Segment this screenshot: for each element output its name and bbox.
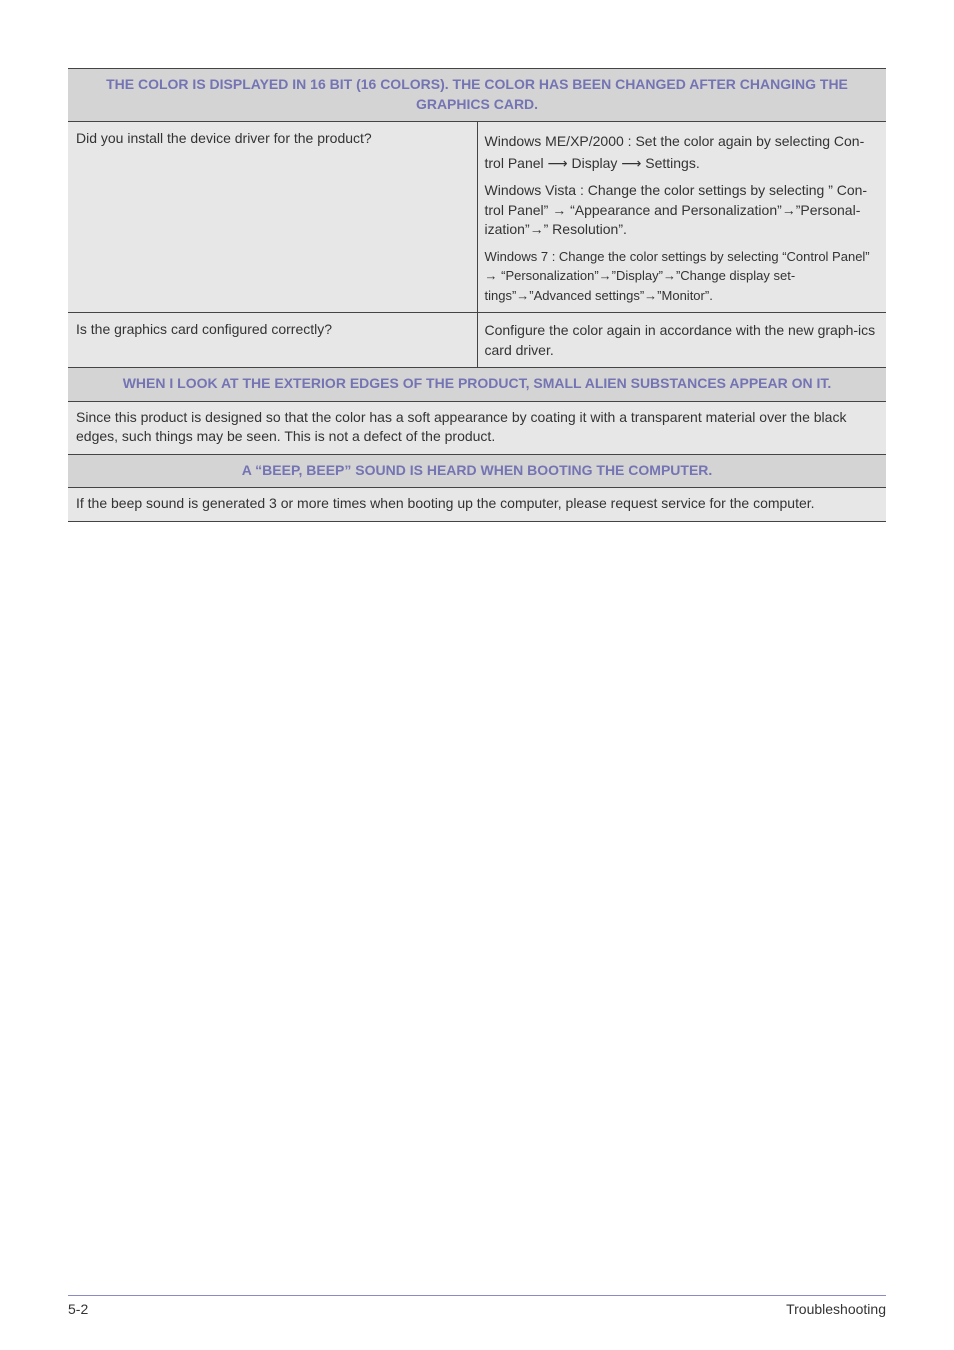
section-header-color-16bit <box>68 69 886 122</box>
troubleshooting-table <box>68 68 886 522</box>
table-row <box>68 401 886 454</box>
answer-windows-7: Windows 7 : Change the color settings by selecting “Control Panel” → “Personalization”→”Display”→”Change display set-tings”→”Advanced settings”→”Monitor”. <box>484 248 870 303</box>
section-title: THE COLOR IS DISPLAYED IN 16 BIT (16 COLORS). THE COLOR HAS BEEN CHANGED AFTER CHANGING THE GRAPHICS CARD. <box>68 69 886 122</box>
section-text: Since this product is designed so that the color has a soft appearance by coating it with a transparent material over the black edges, such things may be seen. This is not a defect of the product. <box>68 401 886 454</box>
section-header-beep-sound <box>68 454 886 488</box>
table-row <box>68 313 886 368</box>
answer-cell <box>477 313 886 368</box>
table-row <box>68 122 886 313</box>
section-header-alien-substances <box>68 368 886 402</box>
section-text: If the beep sound is generated 3 or more times when booting up the computer, please request service for the computer. <box>68 488 886 522</box>
table-row <box>68 488 886 522</box>
answer-windows-me-xp-2000: Windows ME/XP/2000 : Set the color again by selecting Con-trol Panel ⟶ Display ⟶ Settings. <box>484 133 865 171</box>
page-number: 5-2 <box>68 1301 89 1317</box>
answer-windows-vista: Windows Vista : Change the color settings by selecting ” Con-trol Panel” → “Appearance and Personalization”→”Personal-ization”→” Resolution”. <box>484 182 868 237</box>
chapter-title: Troubleshooting <box>786 1301 886 1317</box>
section-title: A “BEEP, BEEP” SOUND IS HEARD WHEN BOOTING THE COMPUTER. <box>68 454 886 488</box>
question-cell: Is the graphics card configured correctly? <box>68 313 477 368</box>
question-cell: Did you install the device driver for the product? <box>68 122 477 313</box>
footer-divider <box>68 1295 886 1296</box>
section-title: WHEN I LOOK AT THE EXTERIOR EDGES OF THE PRODUCT, SMALL ALIEN SUBSTANCES APPEAR ON IT. <box>68 368 886 402</box>
answer-graphics-driver: Configure the color again in accordance with the new graph-ics card driver. <box>484 322 876 358</box>
troubleshooting-content <box>68 68 886 522</box>
answer-cell <box>477 122 886 313</box>
